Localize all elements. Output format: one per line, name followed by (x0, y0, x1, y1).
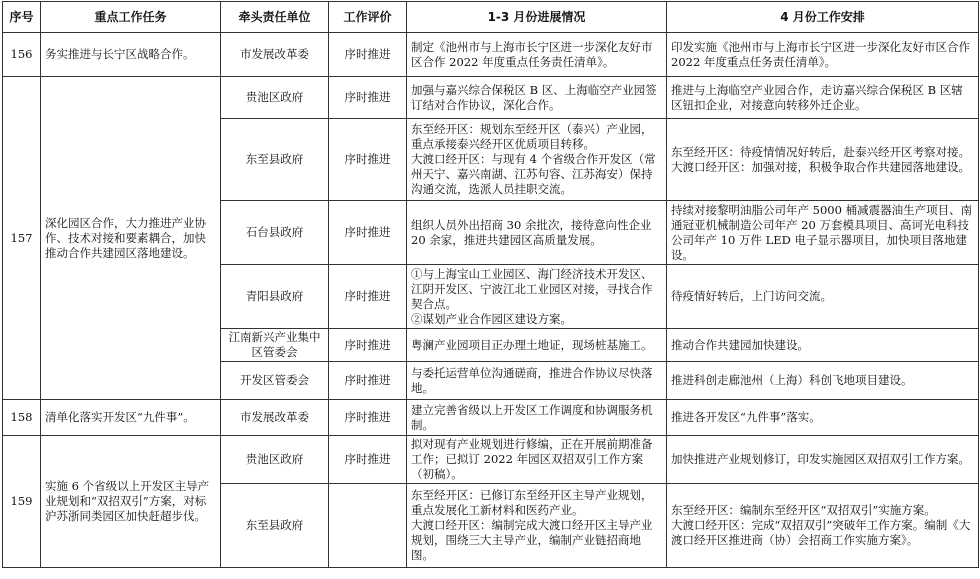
header-task: 重点工作任务 (41, 2, 221, 33)
plan-cell: 推进科创走廊池州（上海）科创飞地项目建设。 (667, 362, 979, 400)
task-cell: 清单化落实开发区“九件事”。 (41, 400, 221, 436)
evaluation-cell (329, 484, 407, 568)
row-number: 156 (3, 33, 41, 77)
evaluation-cell: 序时推进 (329, 77, 407, 119)
unit-cell: 贵池区政府 (221, 77, 329, 119)
progress-cell: 加强与嘉兴综合保税区 B 区、上海临空产业园签订结对合作协议，深化合作。 (407, 77, 667, 119)
unit-cell: 东至县政府 (221, 119, 329, 201)
task-cell: 务实推进与长宁区战略合作。 (41, 33, 221, 77)
unit-cell: 贵池区政府 (221, 436, 329, 484)
header-progress: 1-3 月份进展情况 (407, 2, 667, 33)
evaluation-cell: 序时推进 (329, 33, 407, 77)
task-cell: 实施 6 个省级以上开发区主导产业规划和“双招双引”方案，对标沪苏浙同类园区加快赶超步伐。 (41, 436, 221, 568)
plan-cell: 东至经开区：编制东至经开区“双招双引”实施方案。 大渡口经开区：完成“双招双引”突破年工作方案。编制《大渡口经开区推进商（协）会招商工作实施方案》。 (667, 484, 979, 568)
row-number: 158 (3, 400, 41, 436)
table-row (3, 33, 979, 77)
table-row (3, 436, 979, 484)
progress-cell: 组织人员外出招商 30 余批次，接待意向性企业 20 余家，推进共建园区高质量发展。 (407, 201, 667, 265)
progress-cell: 拟对现有产业规划进行修编，正在开展前期准备工作；已拟订 2022 年园区双招双引工作方案（初稿）。 (407, 436, 667, 484)
progress-cell: 东至经开区：规划东至经开区（泰兴）产业园，重点承接泰兴经开区优质项目转移。 大渡口经开区：与现有 4 个省级合作开发区（常州天宁、嘉兴南湖、江苏句容、江苏海安）保持沟通交流，选派人员挂职交流。 (407, 119, 667, 201)
unit-cell: 开发区管委会 (221, 362, 329, 400)
plan-cell: 东至经开区：待疫情情况好转后，赴泰兴经开区考察对接。 大渡口经开区：加强对接，积极争取合作共建园落地建设。 (667, 119, 979, 201)
header-no: 序号 (3, 2, 41, 33)
unit-cell: 市发展改革委 (221, 33, 329, 77)
plan-cell: 加快推进产业规划修订，印发实施园区双招双引工作方案。 (667, 436, 979, 484)
progress-cell: 粤澜产业园项目正办理土地证，现场桩基施工。 (407, 329, 667, 362)
evaluation-cell: 序时推进 (329, 400, 407, 436)
unit-cell: 石台县政府 (221, 201, 329, 265)
plan-cell: 持续对接黎明油脂公司年产 5000 桶减震器油生产项目、南通冠亚机械制造公司年产 20 万套模具项目、高诃光电科技公司年产 10 万件 LED 电子显示器项目，加快项目落地建设。 (667, 201, 979, 265)
progress-cell: 与委托运营单位沟通磋商，推进合作协议尽快落地。 (407, 362, 667, 400)
progress-cell: 建立完善省级以上开发区工作调度和协调服务机制。 (407, 400, 667, 436)
evaluation-cell: 序时推进 (329, 329, 407, 362)
progress-cell: 制定《池州市与上海市长宁区进一步深化友好市区合作 2022 年度重点任务责任清单》。 (407, 33, 667, 77)
evaluation-cell: 序时推进 (329, 362, 407, 400)
header-eval: 工作评价 (329, 2, 407, 33)
header-plan: 4 月份工作安排 (667, 2, 979, 33)
work-task-table (2, 1, 979, 568)
header-unit: 牵头责任单位 (221, 2, 329, 33)
evaluation-cell: 序时推进 (329, 265, 407, 329)
unit-cell: 青阳县政府 (221, 265, 329, 329)
plan-cell: 印发实施《池州市与上海市长宁区进一步深化友好市区合作 2022 年度重点任务责任清单》。 (667, 33, 979, 77)
unit-cell: 市发展改革委 (221, 400, 329, 436)
table-row (3, 400, 979, 436)
evaluation-cell: 序时推进 (329, 436, 407, 484)
row-number: 159 (3, 436, 41, 568)
plan-cell: 推进与上海临空产业园合作，走访嘉兴综合保税区 B 区辖区钮扣企业，对接意向转移外迁企业。 (667, 77, 979, 119)
task-cell: 深化园区合作，大力推进产业协作、技术对接和要素耦合，加快推动合作共建园区落地建设。 (41, 77, 221, 400)
row-number: 157 (3, 77, 41, 400)
unit-cell: 东至县政府 (221, 484, 329, 568)
progress-cell: 东至经开区：已修订东至经开区主导产业规划，重点发展化工新材料和医药产业。 大渡口经开区：编制完成大渡口经开区主导产业规划，围绕三大主导产业，编制产业链招商地图。 (407, 484, 667, 568)
table-row (3, 77, 979, 119)
unit-cell: 江南新兴产业集中区管委会 (221, 329, 329, 362)
header-row (3, 2, 979, 33)
progress-cell: ①与上海宝山工业园区、海门经济技术开发区、江阴开发区、宁波江北工业园区对接，寻找合作契合点。 ②谋划产业合作园区建设方案。 (407, 265, 667, 329)
evaluation-cell: 序时推进 (329, 119, 407, 201)
plan-cell: 待疫情好转后，上门访问交流。 (667, 265, 979, 329)
plan-cell: 推动合作共建园加快建设。 (667, 329, 979, 362)
evaluation-cell: 序时推进 (329, 201, 407, 265)
plan-cell: 推进各开发区“九件事”落实。 (667, 400, 979, 436)
